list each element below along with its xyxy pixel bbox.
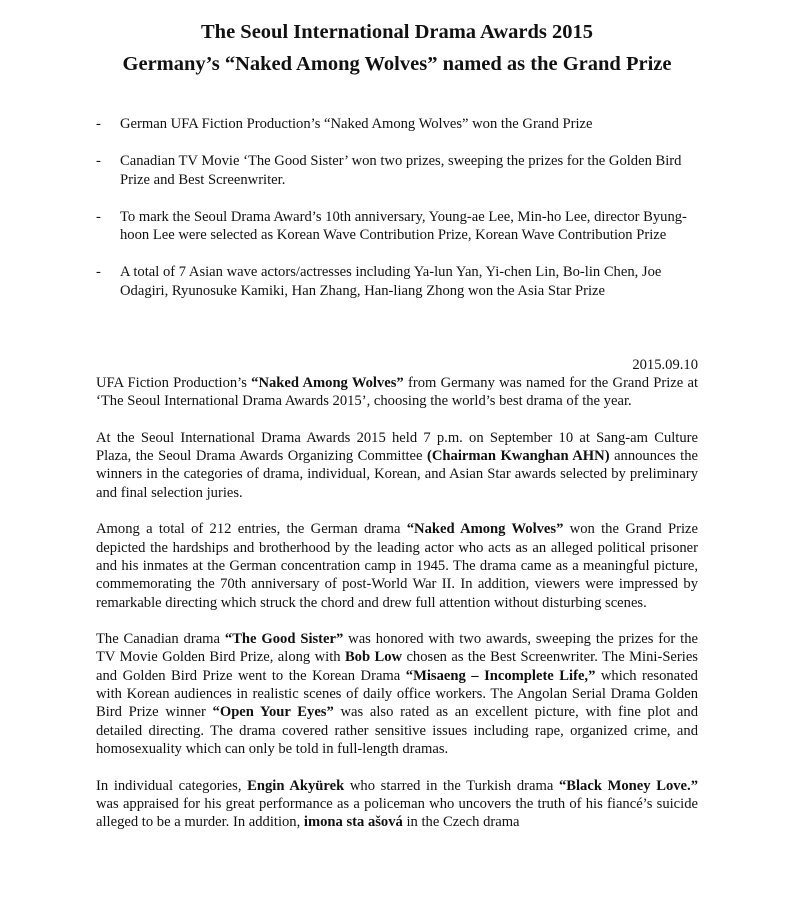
paragraph-text: who starred in the Turkish drama — [344, 777, 559, 794]
emphasis-text: Bob Low — [344, 649, 403, 666]
paragraph-text: The Canadian drama — [96, 631, 225, 648]
bullet-dash: - — [96, 208, 101, 225]
paragraph-text: UFA Fiction Production’s — [96, 375, 252, 391]
list-item — [96, 208, 696, 245]
emphasis-text: “Naked Among Wolves” — [406, 521, 564, 538]
paragraph-text: Among a total of 212 entries, the German drama — [96, 521, 407, 538]
paragraph-individual — [96, 777, 698, 832]
list-item — [96, 152, 696, 189]
paragraph-text: In individual categories, — [96, 777, 248, 794]
release-date: 2015.09.10 — [632, 357, 698, 373]
list-item — [96, 115, 696, 134]
paragraph-text: which resonated with Korean audiences in realistic scenes of daily office workers. The Angolan Serial Drama Golden Bird Prize winner — [96, 667, 698, 721]
list-item — [96, 263, 696, 300]
paragraph-ceremony — [96, 429, 698, 502]
emphasis-text: “Naked Among Wolves” — [251, 375, 404, 391]
bullet-dash: - — [96, 152, 101, 169]
emphasis-text: Engin Akyürek — [247, 777, 345, 794]
paragraph-text: announces the winners in the categories of drama, individual, Korean, and Asian Star awards selected by preliminary and final selection juries. — [96, 448, 698, 501]
paragraph-text: in the Czech drama — [402, 814, 520, 831]
emphasis-text: “The Good Sister” — [224, 631, 344, 648]
emphasis-text: (Chairman Kwanghan AHN) — [427, 448, 610, 465]
emphasis-text: “Open Your Eyes” — [212, 704, 334, 721]
paragraph-good-sister — [96, 630, 698, 758]
paragraph-entries — [96, 520, 698, 611]
list-item-text: German UFA Fiction Production’s “Naked Among Wolves” won the Grand Prize — [120, 116, 593, 132]
document-subtitle: Germany’s “Naked Among Wolves” named as the Grand Prize — [122, 53, 672, 75]
bullet-dash: - — [96, 116, 101, 132]
highlights-list — [96, 115, 696, 319]
paragraph-text: won the Grand Prize depicted the hardships and brotherhood by the leading actor who acts as an alleged political prisoner and his inmates at the German concentration camp in 1945. The drama came as a meaningful picture, commemorating the 70th anniversary of post-World War II. In addition, viewers were impressed by remarkable directing which struck the chord and drew full attention without disturbing scenes. — [96, 521, 698, 611]
list-item-text: A total of 7 Asian wave actors/actresses including Ya-lun Yan, Yi-chen Lin, Bo-lin Chen, Joe Odagiri, Ryunosuke Kamiki, Han Zhang, Han-liang Zhong won the Asia Star Prize — [120, 264, 662, 299]
paragraph-text: was also rated as an excellent picture, with fine plot and detailed directing. The drama covered rather sensitive issues including rape, organized crime, and homosexuality which can only be told in full-length dramas. — [96, 704, 698, 757]
paragraph-grand-prize — [96, 374, 698, 411]
paragraph-text: from Germany was named for the Grand Prize at ‘The Seoul International Drama Awards 2015’, choosing the world’s best drama of the year. — [96, 375, 699, 410]
article-body — [96, 374, 698, 850]
bullet-dash: - — [96, 264, 101, 281]
list-item-text: Canadian TV Movie ‘The Good Sister’ won two prizes, sweeping the prizes for the Golden Bird Prize and Best Screenwriter. — [120, 152, 682, 188]
paragraph-text: At the Seoul International Drama Awards 2015 held 7 p.m. on September 10 at Sang-am Culture Plaza, the Seoul Drama Awards Organizing Committee — [96, 429, 698, 465]
emphasis-text: “Misaeng – Incomplete Life,” — [405, 667, 596, 684]
document-title: The Seoul International Drama Awards 2015 — [201, 21, 593, 43]
emphasis-text: “Black Money Love.” — [558, 777, 698, 794]
paragraph-text: chosen as the Best Screenwriter. The Mini-Series and Golden Bird Prize went to the Korean Drama — [96, 649, 698, 684]
paragraph-text: was honored with two awards, sweeping the prizes for the TV Movie Golden Bird Prize, along with — [96, 631, 698, 666]
paragraph-text: was appraised for his great performance as a policeman who uncovers the truth of his fiancé’s suicide alleged to be a murder. In addition, — [96, 795, 698, 831]
list-item-text: To mark the Seoul Drama Award’s 10th anniversary, Young-ae Lee, Min-ho Lee, director Byung-hoon Lee were selected as Korean Wave Contribution Prize, Korean Wave Contribution Prize — [120, 208, 687, 244]
emphasis-text: imona sta ašová — [303, 814, 403, 831]
